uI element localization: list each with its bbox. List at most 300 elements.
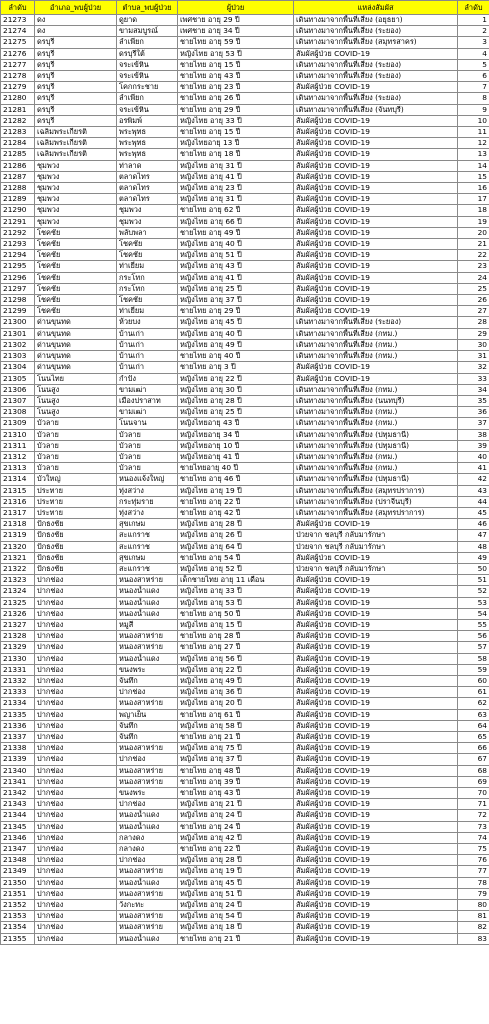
subdistrict-cell: หนองสาหร่าย	[117, 575, 178, 586]
patient-cell: ชายไทย อายุ 62 ปี	[178, 205, 294, 216]
sequence-cell: 50	[458, 563, 489, 574]
subdistrict-cell: หนองน้ำแดง	[117, 933, 178, 944]
case-id-cell: 21274	[1, 26, 35, 37]
table-row	[1, 563, 489, 574]
sequence-cell: 10	[458, 115, 489, 126]
sequence-cell: 73	[458, 821, 489, 832]
patient-cell: ชายไทย อายุ 24 ปี	[178, 821, 294, 832]
district-cell: โชคชัย	[35, 306, 117, 317]
exposure-source-cell: สัมผัสผู้ป่วย COVID-19	[294, 295, 458, 306]
sequence-cell: 48	[458, 541, 489, 552]
table-row	[1, 115, 489, 126]
exposure-source-cell: สัมผัสผู้ป่วย COVID-19	[294, 194, 458, 205]
case-id-cell: 21340	[1, 765, 35, 776]
table-row	[1, 653, 489, 664]
case-id-cell: 21347	[1, 844, 35, 855]
sequence-cell: 60	[458, 675, 489, 686]
district-cell: โนนไทย	[35, 373, 117, 384]
district-cell: ปากช่อง	[35, 810, 117, 821]
table-row	[1, 743, 489, 754]
district-cell: ปากช่อง	[35, 675, 117, 686]
case-id-cell: 21295	[1, 261, 35, 272]
subdistrict-cell: บัวลาย	[117, 429, 178, 440]
subdistrict-cell: ดูยาด	[117, 15, 178, 26]
sequence-cell: 43	[458, 485, 489, 496]
sequence-cell: 35	[458, 395, 489, 406]
district-cell: ประทาย	[35, 496, 117, 507]
case-id-cell: 21313	[1, 463, 35, 474]
subdistrict-cell: จระเข้หิน	[117, 59, 178, 70]
patient-cell: หญิงไทย อายุ 64 ปี	[178, 541, 294, 552]
sequence-cell: 36	[458, 407, 489, 418]
district-cell: ดรบุรี	[35, 82, 117, 93]
sequence-cell: 79	[458, 888, 489, 899]
case-id-cell: 21337	[1, 732, 35, 743]
table-row	[1, 541, 489, 552]
case-id-cell: 21310	[1, 429, 35, 440]
subdistrict-cell: หนองน้ำแดง	[117, 821, 178, 832]
sequence-cell: 11	[458, 127, 489, 138]
district-cell: โชคชัย	[35, 239, 117, 250]
exposure-source-cell: สัมผัสผู้ป่วย COVID-19	[294, 171, 458, 182]
patient-cell: ชายไทย อายุ 40 ปี	[178, 351, 294, 362]
header-case-id: ลำดับ	[1, 1, 35, 15]
table-row	[1, 720, 489, 731]
patient-cell: หญิงไทย อายุ 22 ปี	[178, 664, 294, 675]
case-id-cell: 21296	[1, 272, 35, 283]
table-row	[1, 619, 489, 630]
district-cell: ปักธงชัย	[35, 519, 117, 530]
subdistrict-cell: ทุ่งสว่าง	[117, 485, 178, 496]
table-body	[1, 15, 489, 945]
exposure-source-cell: สัมผัสผู้ป่วย COVID-19	[294, 552, 458, 563]
case-id-cell: 21290	[1, 205, 35, 216]
sequence-cell: 66	[458, 743, 489, 754]
subdistrict-cell: หนองน้ำแดง	[117, 586, 178, 597]
subdistrict-cell: ตลาดไทร	[117, 183, 178, 194]
exposure-source-cell: เดินทางมาจากพื้นที่เสี่ยง (ระยอง)	[294, 93, 458, 104]
exposure-source-cell: สัมผัสผู้ป่วย COVID-19	[294, 698, 458, 709]
sequence-cell: 45	[458, 507, 489, 518]
exposure-source-cell: สัมผัสผู้ป่วย COVID-19	[294, 160, 458, 171]
district-cell: เฉลิมพระเกียรติ	[35, 149, 117, 160]
subdistrict-cell: ขามเฒ่า	[117, 407, 178, 418]
exposure-source-cell: สัมผัสผู้ป่วย COVID-19	[294, 866, 458, 877]
table-row	[1, 395, 489, 406]
district-cell: ปากช่อง	[35, 642, 117, 653]
patient-cell: หญิงไทย อายุ 30 ปี	[178, 384, 294, 395]
exposure-source-cell: เดินทางมาจากพื้นที่เสี่ยง (ปทุมธานี)	[294, 440, 458, 451]
table-row	[1, 687, 489, 698]
exposure-source-cell: เดินทางมาจากพื้นที่เสี่ยง (นนทบุรี)	[294, 395, 458, 406]
patient-cell: ชายไทย อายุ 61 ปี	[178, 709, 294, 720]
sequence-cell: 6	[458, 71, 489, 82]
sequence-cell: 58	[458, 653, 489, 664]
sequence-cell: 3	[458, 37, 489, 48]
sequence-cell: 28	[458, 317, 489, 328]
subdistrict-cell: โชคชัย	[117, 295, 178, 306]
district-cell: ปากช่อง	[35, 709, 117, 720]
subdistrict-cell: พญาเย็น	[117, 709, 178, 720]
case-id-cell: 21334	[1, 698, 35, 709]
sequence-cell: 21	[458, 239, 489, 250]
patient-cell: หญิงไทย อายุ 19 ปี	[178, 866, 294, 877]
patient-cell: หญิงไทย อายุ 22 ปี	[178, 373, 294, 384]
patient-cell: ชายไทย อายุ 18 ปี	[178, 149, 294, 160]
exposure-source-cell: เดินทางมาจากพื้นที่เสี่ยง (ระยอง)	[294, 26, 458, 37]
case-id-cell: 21301	[1, 328, 35, 339]
district-cell: ดง	[35, 15, 117, 26]
district-cell: บัวลาย	[35, 418, 117, 429]
district-cell: ดรบุรี	[35, 115, 117, 126]
patient-cell: ชายไทย อายุ 49 ปี	[178, 227, 294, 238]
district-cell: ปากช่อง	[35, 832, 117, 843]
patient-cell: หญิงไทย อายุ 25 ปี	[178, 407, 294, 418]
patient-cell: หญิงไทย อายุ 43 ปี	[178, 261, 294, 272]
subdistrict-cell: ขนงพระ	[117, 664, 178, 675]
case-id-cell: 21342	[1, 788, 35, 799]
case-id-cell: 21275	[1, 37, 35, 48]
table-row	[1, 283, 489, 294]
table-row	[1, 900, 489, 911]
table-row	[1, 104, 489, 115]
district-cell: บัวลาย	[35, 440, 117, 451]
case-id-cell: 21349	[1, 866, 35, 877]
sequence-cell: 15	[458, 171, 489, 182]
subdistrict-cell: หนองสาหร่าย	[117, 642, 178, 653]
subdistrict-cell: สะแกราช	[117, 530, 178, 541]
table-row	[1, 149, 489, 160]
sequence-cell: 81	[458, 911, 489, 922]
sequence-cell: 32	[458, 362, 489, 373]
subdistrict-cell: หนองสาหร่าย	[117, 888, 178, 899]
patient-cell: หญิงไทย อายุ 15 ปี	[178, 619, 294, 630]
subdistrict-cell: พลับพลา	[117, 227, 178, 238]
sequence-cell: 52	[458, 586, 489, 597]
sequence-cell: 9	[458, 104, 489, 115]
sequence-cell: 13	[458, 149, 489, 160]
patient-cell: หญิงไทย อายุ 26 ปี	[178, 530, 294, 541]
case-id-cell: 21314	[1, 474, 35, 485]
table-row	[1, 26, 489, 37]
subdistrict-cell: โนนจาน	[117, 418, 178, 429]
patient-cell: ชายไทย อายุ 29 ปี	[178, 104, 294, 115]
case-id-cell: 21299	[1, 306, 35, 317]
table-row	[1, 754, 489, 765]
table-row	[1, 877, 489, 888]
patient-cell: ชายไทย อายุ 48 ปี	[178, 765, 294, 776]
patient-cell: ชายไทย อายุ 21 ปี	[178, 732, 294, 743]
exposure-source-cell: สัมผัสผู้ป่วย COVID-19	[294, 115, 458, 126]
exposure-source-cell: สัมผัสผู้ป่วย COVID-19	[294, 250, 458, 261]
subdistrict-cell: หนองน้ำแดง	[117, 597, 178, 608]
district-cell: ปากช่อง	[35, 844, 117, 855]
case-id-cell: 21273	[1, 15, 35, 26]
sequence-cell: 71	[458, 799, 489, 810]
table-row	[1, 328, 489, 339]
case-id-cell: 21329	[1, 642, 35, 653]
exposure-source-cell: สัมผัสผู้ป่วย COVID-19	[294, 888, 458, 899]
subdistrict-cell: ตลาดไทร	[117, 171, 178, 182]
exposure-source-cell: เดินทางมาจากพื้นที่เสี่ยง (กทม.)	[294, 451, 458, 462]
case-id-cell: 21292	[1, 227, 35, 238]
exposure-source-cell: สัมผัสผู้ป่วย COVID-19	[294, 362, 458, 373]
district-cell: ปากช่อง	[35, 866, 117, 877]
subdistrict-cell: ทุ่งสว่าง	[117, 507, 178, 518]
patient-cell: หญิงไทย อายุ 66 ปี	[178, 216, 294, 227]
case-id-cell: 21346	[1, 832, 35, 843]
patient-cell: หญิงไทยอายุ 43 ปี	[178, 418, 294, 429]
table-row	[1, 351, 489, 362]
header-district: อำเภอ_พบผู้ป่วย	[35, 1, 117, 15]
sequence-cell: 1	[458, 15, 489, 26]
exposure-source-cell: สัมผัสผู้ป่วย COVID-19	[294, 933, 458, 944]
case-id-cell: 21306	[1, 384, 35, 395]
exposure-source-cell: สัมผัสผู้ป่วย COVID-19	[294, 82, 458, 93]
patient-cell: หญิงไทยอายุ 34 ปี	[178, 429, 294, 440]
subdistrict-cell: กลางดง	[117, 844, 178, 855]
district-cell: ปากช่อง	[35, 922, 117, 933]
exposure-source-cell: สัมผัสผู้ป่วย COVID-19	[294, 138, 458, 149]
patient-cell: ชายไทย อายุ 15 ปี	[178, 127, 294, 138]
table-row	[1, 384, 489, 395]
patient-cell: หญิงไทย อายุ 40 ปี	[178, 239, 294, 250]
table-row	[1, 205, 489, 216]
exposure-source-cell: สัมผัสผู้ป่วย COVID-19	[294, 48, 458, 59]
case-id-cell: 21309	[1, 418, 35, 429]
table-row	[1, 631, 489, 642]
patient-cell: ชายไทย อายุ 46 ปี	[178, 474, 294, 485]
district-cell: บัวลาย	[35, 429, 117, 440]
patient-cell: หญิงไทย อายุ 52 ปี	[178, 563, 294, 574]
sequence-cell: 77	[458, 866, 489, 877]
sequence-cell: 46	[458, 519, 489, 530]
table-row	[1, 261, 489, 272]
sequence-cell: 17	[458, 194, 489, 205]
district-cell: เฉลิมพระเกียรติ	[35, 138, 117, 149]
case-id-cell: 21297	[1, 283, 35, 294]
patient-cell: หญิงไทย อายุ 33 ปี	[178, 586, 294, 597]
sequence-cell: 39	[458, 440, 489, 451]
district-cell: ด่านขุนทด	[35, 351, 117, 362]
sequence-cell: 14	[458, 160, 489, 171]
subdistrict-cell: กำปัง	[117, 373, 178, 384]
sequence-cell: 37	[458, 418, 489, 429]
district-cell: ชุมพวง	[35, 194, 117, 205]
sequence-cell: 22	[458, 250, 489, 261]
exposure-source-cell: ป่วยจาก ชลบุรี กลับมารักษา	[294, 541, 458, 552]
subdistrict-cell: หนองน้ำแดง	[117, 653, 178, 664]
case-id-cell: 21289	[1, 194, 35, 205]
exposure-source-cell: เดินทางมาจากพื้นที่เสี่ยง (สมุทรปราการ)	[294, 507, 458, 518]
patient-cell: ชายไทย อายุ 59 ปี	[178, 37, 294, 48]
case-id-cell: 21293	[1, 239, 35, 250]
exposure-source-cell: สัมผัสผู้ป่วย COVID-19	[294, 743, 458, 754]
table-row	[1, 59, 489, 70]
subdistrict-cell: บ้านเก่า	[117, 339, 178, 350]
exposure-source-cell: สัมผัสผู้ป่วย COVID-19	[294, 810, 458, 821]
district-cell: ปากช่อง	[35, 855, 117, 866]
exposure-source-cell: เดินทางมาจากพื้นที่เสี่ยง (สมุทรปราการ)	[294, 485, 458, 496]
sequence-cell: 23	[458, 261, 489, 272]
table-row	[1, 821, 489, 832]
district-cell: ปากช่อง	[35, 877, 117, 888]
patient-cell: ชายไทย อายุ 22 ปี	[178, 844, 294, 855]
sequence-cell: 7	[458, 82, 489, 93]
sequence-cell: 24	[458, 272, 489, 283]
table-row	[1, 888, 489, 899]
district-cell: โนนสูง	[35, 384, 117, 395]
table-row	[1, 922, 489, 933]
case-id-cell: 21325	[1, 597, 35, 608]
district-cell: ปากช่อง	[35, 821, 117, 832]
subdistrict-cell: หนองสาหร่าย	[117, 866, 178, 877]
sequence-cell: 54	[458, 608, 489, 619]
case-id-cell: 21315	[1, 485, 35, 496]
case-id-cell: 21304	[1, 362, 35, 373]
sequence-cell: 64	[458, 720, 489, 731]
subdistrict-cell: หนองสาหร่าย	[117, 922, 178, 933]
exposure-source-cell: สัมผัสผู้ป่วย COVID-19	[294, 205, 458, 216]
subdistrict-cell: ปากช่อง	[117, 687, 178, 698]
case-id-cell: 21339	[1, 754, 35, 765]
table-row	[1, 832, 489, 843]
patient-cell: หญิงไทย อายุ 36 ปี	[178, 687, 294, 698]
patient-cell: หญิงไทย อายุ 56 ปี	[178, 653, 294, 664]
sequence-cell: 40	[458, 451, 489, 462]
patient-cell: หญิงไทย อายุ 18 ปี	[178, 922, 294, 933]
case-id-cell: 21317	[1, 507, 35, 518]
sequence-cell: 83	[458, 933, 489, 944]
district-cell: ปากช่อง	[35, 698, 117, 709]
district-cell: ปักธงชัย	[35, 541, 117, 552]
district-cell: โนนสูง	[35, 395, 117, 406]
district-cell: ปากช่อง	[35, 720, 117, 731]
patient-cell: หญิงไทย อายุ 51 ปี	[178, 250, 294, 261]
subdistrict-cell: ลำเพียก	[117, 37, 178, 48]
case-id-cell: 21343	[1, 799, 35, 810]
table-row	[1, 608, 489, 619]
table-row	[1, 71, 489, 82]
exposure-source-cell: สัมผัสผู้ป่วย COVID-19	[294, 306, 458, 317]
subdistrict-cell: จันทึก	[117, 675, 178, 686]
patient-cell: หญิงไทย อายุ 24 ปี	[178, 900, 294, 911]
table-row	[1, 911, 489, 922]
sequence-cell: 18	[458, 205, 489, 216]
exposure-source-cell: สัมผัสผู้ป่วย COVID-19	[294, 216, 458, 227]
table-row	[1, 216, 489, 227]
exposure-source-cell: เดินทางมาจากพื้นที่เสี่ยง (ระยอง)	[294, 59, 458, 70]
patient-cell: หญิงไทยอายุ 41 ปี	[178, 451, 294, 462]
sequence-cell: 38	[458, 429, 489, 440]
subdistrict-cell: โคกกระชาย	[117, 82, 178, 93]
exposure-source-cell: สัมผัสผู้ป่วย COVID-19	[294, 732, 458, 743]
subdistrict-cell: ขนงพระ	[117, 788, 178, 799]
exposure-source-cell: สัมผัสผู้ป่วย COVID-19	[294, 687, 458, 698]
exposure-source-cell: สัมผัสผู้ป่วย COVID-19	[294, 664, 458, 675]
exposure-source-cell: สัมผัสผู้ป่วย COVID-19	[294, 619, 458, 630]
exposure-source-cell: เดินทางมาจากพื้นที่เสี่ยง (อยุธยา)	[294, 15, 458, 26]
subdistrict-cell: หนองแจ้งใหญ่	[117, 474, 178, 485]
case-id-cell: 21283	[1, 127, 35, 138]
table-row	[1, 440, 489, 451]
patient-cell: หญิงไทย อายุ 23 ปี	[178, 183, 294, 194]
subdistrict-cell: หนองสาหร่าย	[117, 631, 178, 642]
case-id-cell: 21322	[1, 563, 35, 574]
table-row	[1, 183, 489, 194]
district-cell: ปากช่อง	[35, 765, 117, 776]
table-row	[1, 15, 489, 26]
sequence-cell: 68	[458, 765, 489, 776]
table-row	[1, 160, 489, 171]
patient-cell: ชายไทย อายุ 15 ปี	[178, 59, 294, 70]
district-cell: บัวลาย	[35, 451, 117, 462]
district-cell: ปากช่อง	[35, 608, 117, 619]
case-id-cell: 21284	[1, 138, 35, 149]
case-id-cell: 21323	[1, 575, 35, 586]
table-row	[1, 664, 489, 675]
exposure-source-cell: สัมผัสผู้ป่วย COVID-19	[294, 239, 458, 250]
subdistrict-cell: ลำเพียก	[117, 93, 178, 104]
district-cell: ปากช่อง	[35, 597, 117, 608]
patient-cell: หญิงไทย อายุ 28 ปี	[178, 519, 294, 530]
sequence-cell: 19	[458, 216, 489, 227]
district-cell: โนนสูง	[35, 407, 117, 418]
district-cell: ดรบุรี	[35, 104, 117, 115]
case-id-cell: 21305	[1, 373, 35, 384]
exposure-source-cell: เดินทางมาจากพื้นที่เสี่ยง (กทม.)	[294, 407, 458, 418]
subdistrict-cell: ปากช่อง	[117, 855, 178, 866]
district-cell: ปากช่อง	[35, 888, 117, 899]
subdistrict-cell: บัวลาย	[117, 463, 178, 474]
patient-cell: หญิงไทย อายุ 40 ปี	[178, 328, 294, 339]
table-row	[1, 362, 489, 373]
table-row	[1, 451, 489, 462]
subdistrict-cell: พระพุทธ	[117, 138, 178, 149]
case-id-cell: 21312	[1, 451, 35, 462]
exposure-source-cell: เดินทางมาจากพื้นที่เสี่ยง (กทม.)	[294, 418, 458, 429]
case-id-cell: 21279	[1, 82, 35, 93]
subdistrict-cell: หนองสาหร่าย	[117, 776, 178, 787]
case-id-cell: 21303	[1, 351, 35, 362]
sequence-cell: 78	[458, 877, 489, 888]
subdistrict-cell: วังกะทะ	[117, 900, 178, 911]
case-id-cell: 21316	[1, 496, 35, 507]
sequence-cell: 76	[458, 855, 489, 866]
subdistrict-cell: สะแกราช	[117, 541, 178, 552]
patient-cell: หญิงไทยอายุ 10 ปี	[178, 440, 294, 451]
table-row	[1, 227, 489, 238]
table-row	[1, 138, 489, 149]
district-cell: ชุมพวง	[35, 160, 117, 171]
patient-cell: หญิงไทย อายุ 58 ปี	[178, 720, 294, 731]
patient-cell: หญิงไทย อายุ 53 ปี	[178, 597, 294, 608]
exposure-source-cell: สัมผัสผู้ป่วย COVID-19	[294, 754, 458, 765]
subdistrict-cell: หนองสาหร่าย	[117, 743, 178, 754]
district-cell: ปากช่อง	[35, 687, 117, 698]
table-row	[1, 272, 489, 283]
district-cell: ดรบุรี	[35, 71, 117, 82]
table-row	[1, 48, 489, 59]
sequence-cell: 56	[458, 631, 489, 642]
subdistrict-cell: กลางดง	[117, 832, 178, 843]
case-id-cell: 21287	[1, 171, 35, 182]
sequence-cell: 74	[458, 832, 489, 843]
subdistrict-cell: บ้านเก่า	[117, 362, 178, 373]
district-cell: ประทาย	[35, 485, 117, 496]
table-row	[1, 866, 489, 877]
case-id-cell: 21288	[1, 183, 35, 194]
